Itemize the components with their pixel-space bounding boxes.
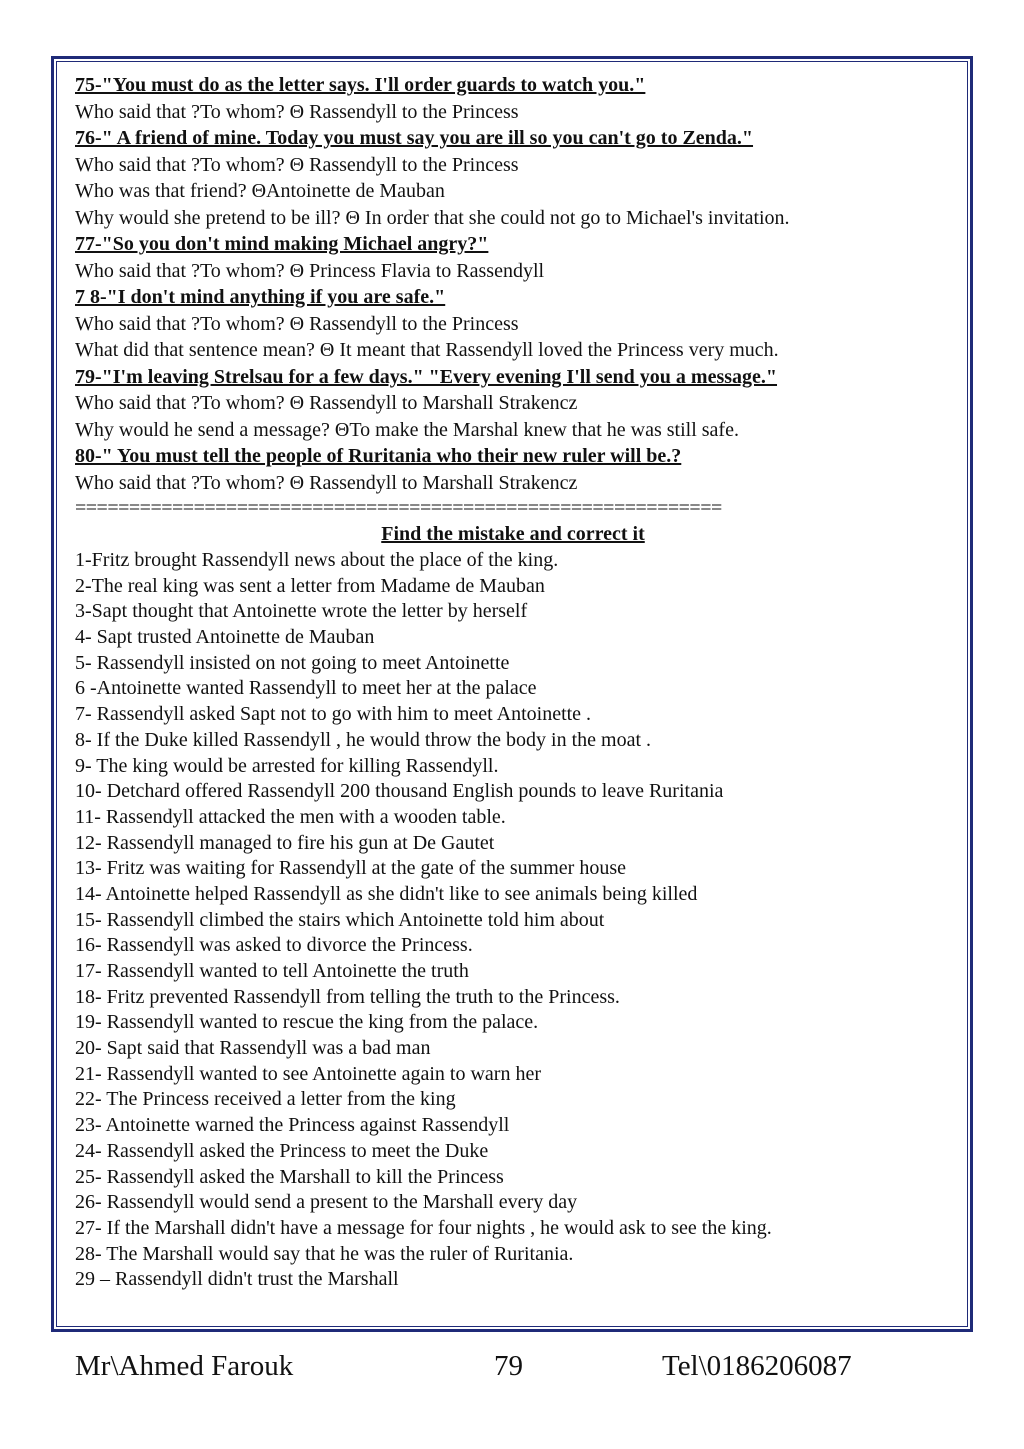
mistake-item: 21- Rassendyll wanted to see Antoinette again to warn her (75, 1062, 541, 1085)
mistake-item: 28- The Marshall would say that he was the ruler of Ruritania. (75, 1242, 574, 1265)
question-quote: 76-" A friend of mine. Today you must say you are ill so you can't go to Zenda." (75, 127, 754, 149)
answer-line: Why would he send a message? ΘTo make the Marshal knew that he was still safe. (75, 418, 739, 441)
mistake-item: 2-The real king was sent a letter from Madame de Mauban (75, 574, 545, 597)
mistake-item: 20- Sapt said that Rassendyll was a bad man (75, 1037, 431, 1060)
question-quote: 77-"So you don't mind making Michael angry?" (75, 233, 489, 255)
mistake-item: 9- The king would be arrested for killing Rassendyll. (75, 754, 499, 777)
answer-line: Who said that ?To whom? Θ Rassendyll to Marshall Strakencz (75, 471, 578, 494)
mistake-item: 16- Rassendyll was asked to divorce the Princess. (75, 934, 473, 957)
mistake-item: 1-Fritz brought Rassendyll news about the place of the king. (75, 549, 559, 571)
answer-line: Who said that ?To whom? Θ Princess Flavia to Rassendyll (75, 259, 545, 282)
footer-page-number: 79 (494, 1350, 523, 1382)
question-quote: 7 8-"I don't mind anything if you are safe." (75, 286, 446, 308)
mistake-item: 19- Rassendyll wanted to rescue the king from the palace. (75, 1011, 539, 1034)
mistake-item: 29 – Rassendyll didn't trust the Marshall (75, 1268, 399, 1291)
footer-author: Mr\Ahmed Farouk (75, 1350, 294, 1382)
mistake-item: 4- Sapt trusted Antoinette de Mauban (75, 626, 375, 649)
answer-line: Who said that ?To whom? Θ Rassendyll to the Princess (75, 312, 519, 335)
mistake-item: 12- Rassendyll managed to fire his gun at De Gautet (75, 831, 495, 854)
answer-line: Who was that friend? ΘAntoinette de Mauban (75, 180, 445, 202)
mistake-item: 22- The Princess received a letter from the king (75, 1088, 456, 1111)
mistake-item: 25- Rassendyll asked the Marshall to kill the Princess (75, 1165, 504, 1188)
mistake-item: 23- Antoinette warned the Princess against Rassendyll (75, 1114, 510, 1137)
mistake-item: 13- Fritz was waiting for Rassendyll at the gate of the summer house (75, 857, 626, 880)
separator-line: ============================================================ (75, 497, 722, 519)
question-quote: 80-" You must tell the people of Ruritania who their new ruler will be.? (75, 445, 682, 467)
mistake-item: 17- Rassendyll wanted to tell Antoinette the truth (75, 960, 469, 982)
page-footer (0, 1350, 1024, 1390)
mistake-item: 6 -Antoinette wanted Rassendyll to meet her at the palace (75, 677, 537, 700)
answer-line: Who said that ?To whom? Θ Rassendyll to the Princess (75, 100, 519, 123)
mistake-item: 26- Rassendyll would send a present to the Marshall every day (75, 1191, 578, 1214)
mistake-item: 15- Rassendyll climbed the stairs which Antoinette told him about (75, 908, 605, 931)
mistake-item: 18- Fritz prevented Rassendyll from telling the truth to the Princess. (75, 985, 620, 1008)
footer-telephone: Tel\0186206087 (662, 1350, 852, 1382)
answer-line: Who said that ?To whom? Θ Rassendyll to Marshall Strakencz (75, 392, 578, 414)
question-quote: 79-"I'm leaving Strelsau for a few days." "Every evening I'll send you a message." (75, 365, 778, 388)
answer-line: What did that sentence mean? Θ It meant that Rassendyll loved the Princess very much. (75, 339, 779, 361)
mistake-item: 3-Sapt thought that Antoinette wrote the letter by herself (75, 600, 528, 623)
mistakes-list (75, 548, 955, 1293)
answer-line: Why would she pretend to be ill? Θ In order that she could not go to Michael's invitation. (75, 206, 790, 229)
page-content (75, 72, 955, 1293)
mistake-item: 8- If the Duke killed Rassendyll , he would throw the body in the moat . (75, 728, 652, 751)
mistake-item: 11- Rassendyll attacked the men with a wooden table. (75, 805, 506, 828)
section-heading: Find the mistake and correct it (381, 523, 645, 545)
mistake-item: 24- Rassendyll asked the Princess to meet the Duke (75, 1139, 489, 1162)
mistake-item: 5- Rassendyll insisted on not going to meet Antoinette (75, 651, 510, 674)
mistake-item: 14- Antoinette helped Rassendyll as she didn't like to see animals being killed (75, 882, 698, 905)
answer-line: Who said that ?To whom? Θ Rassendyll to the Princess (75, 153, 519, 176)
mistake-item: 7- Rassendyll asked Sapt not to go with him to meet Antoinette . (75, 703, 592, 726)
qa-section (75, 72, 955, 496)
mistake-item: 10- Detchard offered Rassendyll 200 thousand English pounds to leave Ruritania (75, 780, 724, 803)
mistake-item: 27- If the Marshall didn't have a message for four nights , he would ask to see the king. (75, 1216, 772, 1239)
question-quote: 75-"You must do as the letter says. I'll order guards to watch you." (75, 74, 646, 96)
